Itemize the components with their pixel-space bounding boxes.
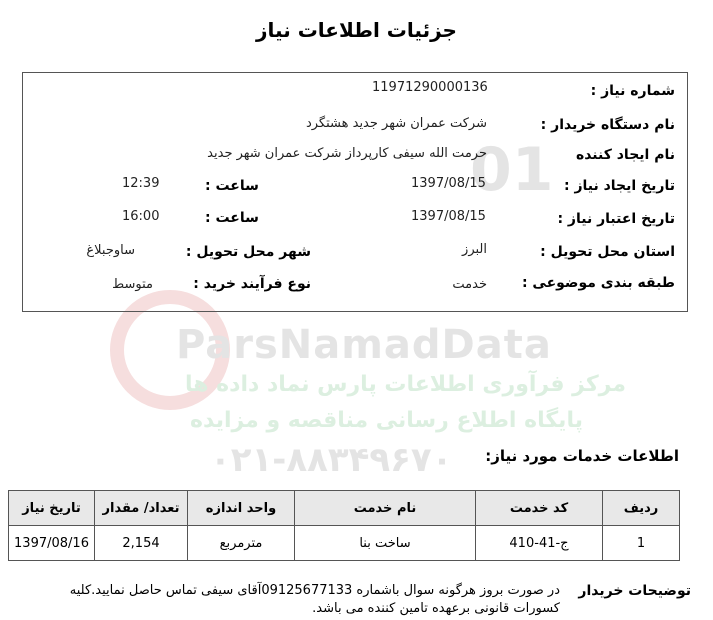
created-date-label: تاریخ ایجاد نیاز :	[563, 178, 675, 194]
col-unit: واحد اندازه	[188, 491, 295, 526]
cell-service-code: ج-41-410	[476, 526, 603, 561]
buyer-value: شرکت عمران شهر جدید هشتگرد	[305, 116, 487, 131]
buyer-label: نام دستگاه خریدار :	[540, 117, 675, 133]
buyer-notes-text: در صورت بروز هرگونه سوال باشماره 09125677133آقای سیفی تماس حاصل نمایید.کلیه کسورات قانونی برعهده تامین کننده می باشد.	[69, 583, 560, 616]
category-value: خدمت	[452, 277, 487, 292]
need-number-value: 11971290000136	[372, 80, 488, 95]
services-header-row	[9, 491, 680, 526]
cell-row-number: 1	[603, 526, 680, 561]
col-row-number: ردیف	[603, 491, 680, 526]
watermark-brand: ParsNamadData	[176, 322, 552, 368]
services-title: اطلاعات خدمات مورد نیاز:	[485, 447, 679, 465]
process-value: متوسط	[112, 277, 153, 292]
col-service-code: کد خدمت	[476, 491, 603, 526]
watermark-phone: ۰۲۱-۸۸۳۴۹۶۷۰	[210, 440, 453, 480]
created-date-value: 1397/08/15	[411, 176, 486, 191]
province-value: البرز	[462, 242, 487, 257]
cell-service-name: ساخت بنا	[295, 526, 476, 561]
process-label: نوع فرآیند خرید :	[193, 276, 311, 292]
need-number-label: شماره نیاز :	[590, 83, 675, 99]
col-need-date: تاریخ نیاز	[9, 491, 95, 526]
creator-label: نام ایجاد کننده	[575, 147, 675, 163]
watermark-digits: 01	[470, 135, 554, 205]
city-value: ساوجبلاغ	[86, 243, 135, 258]
table-row	[9, 526, 680, 561]
valid-time-label: ساعت :	[205, 210, 259, 226]
city-label: شهر محل تحویل :	[185, 244, 311, 260]
watermark-line2: پایگاه اطلاع رسانی مناقصه و مزایده	[190, 408, 583, 433]
valid-date-label: تاریخ اعتبار نیاز :	[557, 211, 675, 227]
page-title: جزئیات اطلاعات نیاز	[256, 18, 457, 42]
watermark-line1: مرکز فرآوری اطلاعات پارس نماد داده ها	[185, 372, 626, 397]
col-service-name: نام خدمت	[295, 491, 476, 526]
created-time-value: 12:39	[122, 176, 160, 191]
valid-date-value: 1397/08/15	[411, 209, 486, 224]
province-label: استان محل تحویل :	[540, 244, 675, 260]
category-label: طبقه بندی موضوعی :	[521, 275, 675, 291]
col-quantity: تعداد/ مقدار	[95, 491, 188, 526]
cell-unit: مترمربع	[188, 526, 295, 561]
creator-value: حرمت الله سیفی کارپرداز شرکت عمران شهر جدید	[207, 146, 487, 161]
cell-quantity: 2,154	[95, 526, 188, 561]
buyer-notes-label: توضیحات خریدار	[578, 583, 691, 599]
cell-need-date: 1397/08/16	[9, 526, 95, 561]
created-time-label: ساعت :	[205, 178, 259, 194]
services-table	[8, 490, 680, 561]
valid-time-value: 16:00	[122, 209, 160, 224]
